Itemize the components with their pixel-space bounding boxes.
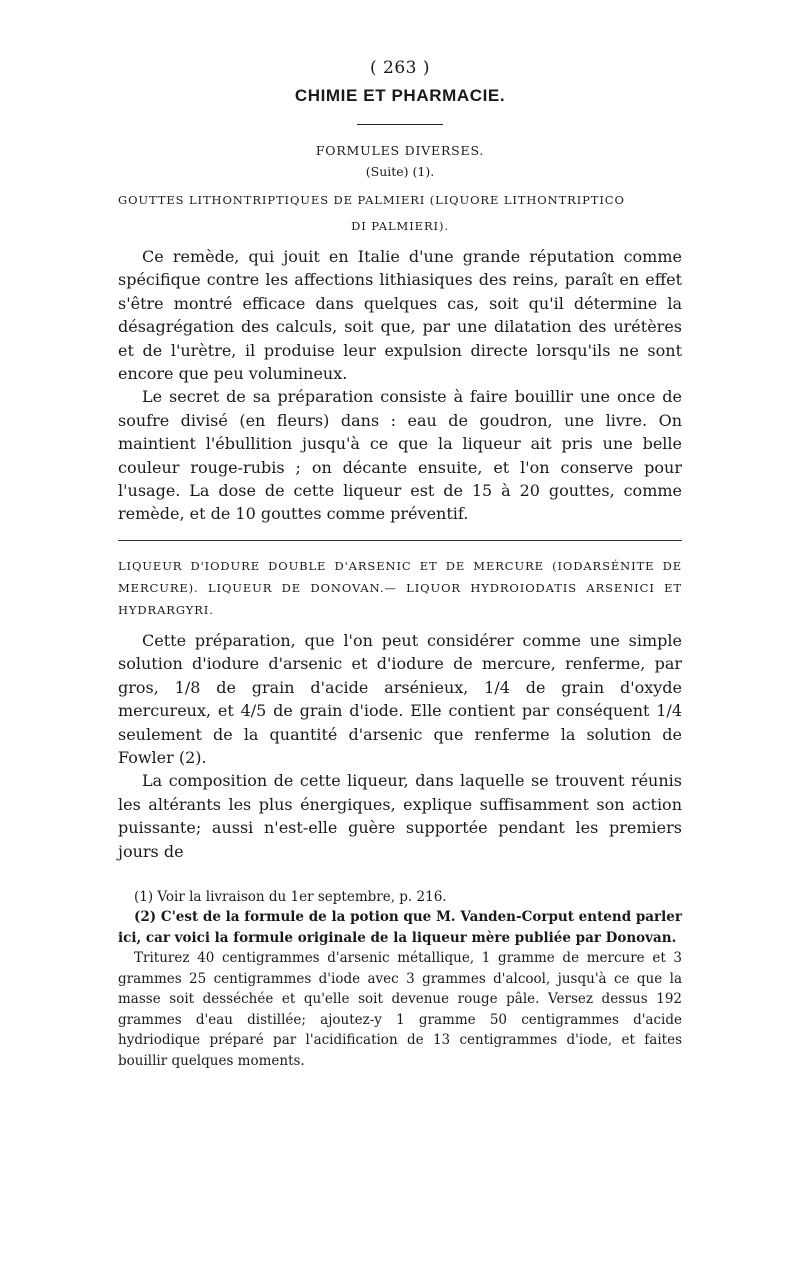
section-title: CHIMIE ET PHARMACIE.	[294, 86, 506, 105]
entry1-title-line2: DI PALMIERI).	[351, 219, 449, 233]
footnote-2: (2) C'est de la formule de la potion que M. Vanden-Corput entend parler ici, car voici la formule originale de la liqueur mère publiée par Donovan.	[118, 909, 682, 946]
formules-heading: FORMULES DIVERSES.	[315, 143, 485, 158]
page-number: ( 263 )	[369, 58, 431, 78]
footnote-3: Triturez 40 centigrammes d'arsenic métallique, 1 gramme de mercure et 3 grammes 25 centigrammes d'iode avec 3 grammes d'alcool, jusqu'à ce que la masse soit desséchée et qu'elle soit devenue rouge pâle. Versez dessus 192 grammes d'eau distillée; ajoutez-y 1 gramme 50 centigrammes d'acide hydriodique préparé par l'acidification de 13 centigrammes d'iode, et faites bouillir quelques moments.	[118, 950, 682, 1069]
entry1-paragraph-1: Ce remède, qui jouit en Italie d'une grande réputation comme spécifique contre les affections lithiasiques des reins, paraît en effet s'être montré efficace dans quelques cas, soit qu'il détermine la désagrégation des calculs, soit que, par une dilatation des urétères et de l'urètre, il produise leur expulsion directe lorsqu'ils ne sont encore que peu volumineux.	[118, 247, 682, 384]
document-page	[118, 58, 682, 1071]
entry2-paragraph-1: Cette préparation, que l'on peut considérer comme une simple solution d'iodure d'arsenic et d'iodure de mercure, renferme, par gros, 1/8 de grain d'acide arsénieux, 1/4 de grain d'oxyde mercureux, et 4/5 de grain d'iode. Elle contient par conséquent 1/4 seulement de la quantité d'arsenic que renferme la solution de Fowler (2).	[118, 630, 682, 767]
entry2-paragraph-2: La composition de cette liqueur, dans laquelle se trouvent réunis les altérants les plus énergiques, explique suffisamment son action puissante; aussi n'est-elle guère supportée pendant les premiers jours de	[118, 771, 682, 861]
footnote-1: (1) Voir la livraison du 1er septembre, p. 216.	[134, 888, 447, 905]
section-divider	[118, 540, 682, 541]
title-rule	[357, 124, 443, 125]
suite-label: (Suite) (1).	[365, 164, 435, 179]
entry2-title: LIQUEUR D'IODURE DOUBLE D'ARSENIC ET DE MERCURE (IODARSÉNITE DE MERCURE). LIQUEUR DE DONOVAN.— LIQUOR HYDROIODATIS ARSENICI ET HYDRARGYRI.	[118, 558, 682, 617]
entry1-title-line1: GOUTTES LITHONTRIPTIQUES DE PALMIERI (LIQUORE LITHONTRIPTICO	[118, 193, 625, 207]
footnotes	[118, 887, 682, 1072]
entry1-paragraph-2: Le secret de sa préparation consiste à faire bouillir une once de soufre divisé (en fleurs) dans : eau de goudron, une livre. On maintient l'ébullition jusqu'à ce que la liqueur ait pris une belle couleur rouge-rubis ; on décante ensuite, et l'on conserve pour l'usage. La dose de cette liqueur est de 15 à 20 gouttes, comme remède, et de 10 gouttes comme préventif.	[118, 387, 682, 524]
